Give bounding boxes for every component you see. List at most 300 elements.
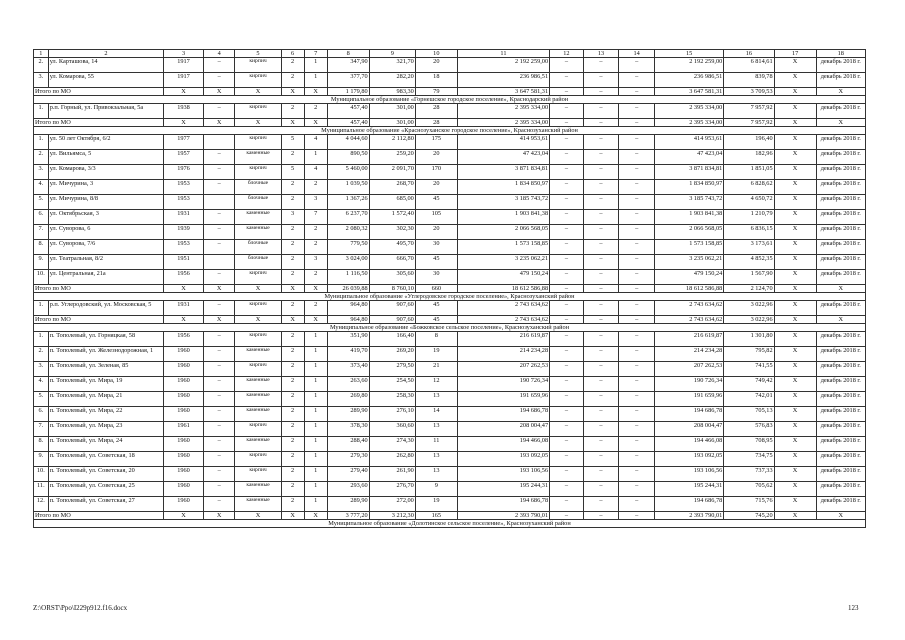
- table-cell: 1: [304, 452, 327, 467]
- municipality-heading: Муниципальное образование «Долотинское сельское поселение», Краснозуханский район: [34, 520, 866, 528]
- table-cell: X: [774, 332, 816, 347]
- table-cell: –: [619, 195, 655, 210]
- table-cell: 2: [281, 497, 304, 512]
- total-cell: X: [235, 119, 281, 127]
- table-cell: 321,70: [369, 58, 415, 73]
- table-cell: 3 185 743,72: [457, 195, 549, 210]
- table-cell: 45: [415, 255, 457, 270]
- table-cell: X: [774, 135, 816, 150]
- table-cell: –: [550, 255, 584, 270]
- table-cell: –: [203, 73, 234, 88]
- total-cell: X: [774, 119, 816, 127]
- table-cell: –: [619, 135, 655, 150]
- table-cell: 20: [415, 58, 457, 73]
- table-cell: 1: [304, 482, 327, 497]
- table-cell: 1 851,05: [724, 165, 774, 180]
- table-cell: 2: [281, 422, 304, 437]
- table-cell: декабрь 2018 г.: [816, 165, 865, 180]
- table-cell: каменные: [235, 407, 281, 422]
- table-cell: 301,00: [369, 104, 415, 119]
- total-cell: –: [619, 88, 655, 96]
- table-cell: 3: [304, 255, 327, 270]
- table-cell: 2: [304, 180, 327, 195]
- table-cell: ул. Вильямса, 5: [48, 150, 163, 165]
- table-cell: X: [774, 240, 816, 255]
- table-cell: X: [774, 362, 816, 377]
- table-cell: –: [550, 301, 584, 316]
- table-cell: 305,60: [369, 270, 415, 285]
- table-row: [34, 362, 866, 377]
- table-cell: 2.: [34, 58, 49, 73]
- table-cell: декабрь 2018 г.: [816, 104, 865, 119]
- table-row: [34, 150, 866, 165]
- table-cell: –: [619, 104, 655, 119]
- table-cell: декабрь 2018 г.: [816, 225, 865, 240]
- table-cell: –: [203, 210, 234, 225]
- total-cell: –: [619, 119, 655, 127]
- table-cell: 194 686,78: [655, 407, 724, 422]
- table-cell: –: [203, 180, 234, 195]
- table-cell: блочные: [235, 255, 281, 270]
- table-cell: 1 301,80: [724, 332, 774, 347]
- table-cell: декабрь 2018 г.: [816, 392, 865, 407]
- table-row: [34, 165, 866, 180]
- table-cell: 2: [281, 347, 304, 362]
- table-cell: 2 743 634,62: [457, 301, 549, 316]
- table-cell: 2: [281, 150, 304, 165]
- table-cell: 2: [281, 301, 304, 316]
- table-cell: 2: [281, 180, 304, 195]
- table-cell: –: [550, 407, 584, 422]
- table-row: [34, 482, 866, 497]
- table-cell: 1 572,40: [369, 210, 415, 225]
- total-cell: X: [281, 316, 304, 324]
- table-row: [34, 135, 866, 150]
- total-cell: 3 709,53: [724, 88, 774, 96]
- table-cell: декабрь 2018 г.: [816, 437, 865, 452]
- table-cell: 1.: [34, 104, 49, 119]
- table-cell: –: [203, 301, 234, 316]
- table-cell: ул. Октябрьская, 3: [48, 210, 163, 225]
- table-cell: 964,80: [327, 301, 369, 316]
- total-label: Итого по МО: [34, 285, 164, 293]
- table-cell: –: [550, 347, 584, 362]
- table-cell: 1: [304, 407, 327, 422]
- table-cell: X: [774, 377, 816, 392]
- table-cell: 45: [415, 195, 457, 210]
- total-cell: X: [816, 512, 865, 520]
- table-cell: 208 004,47: [457, 422, 549, 437]
- table-cell: 2: [281, 437, 304, 452]
- table-cell: каменные: [235, 347, 281, 362]
- table-cell: 1917: [164, 73, 204, 88]
- table-cell: X: [774, 165, 816, 180]
- table-cell: 279,30: [327, 452, 369, 467]
- table-cell: –: [583, 255, 619, 270]
- table-cell: 4 852,35: [724, 255, 774, 270]
- table-cell: 214 234,28: [655, 347, 724, 362]
- table-cell: декабрь 2018 г.: [816, 452, 865, 467]
- table-cell: п. Тополевый, ул. Зеленая, 85: [48, 362, 163, 377]
- table-cell: –: [203, 482, 234, 497]
- table-row: [34, 497, 866, 512]
- table-cell: 1 567,90: [724, 270, 774, 285]
- total-cell: X: [203, 88, 234, 96]
- total-cell: 2 393 790,01: [457, 512, 549, 520]
- table-cell: 191 659,96: [655, 392, 724, 407]
- table-cell: –: [203, 377, 234, 392]
- table-cell: 6.: [34, 210, 49, 225]
- table-cell: X: [774, 301, 816, 316]
- table-cell: кирпич: [235, 270, 281, 285]
- table-cell: 1.: [34, 135, 49, 150]
- table-cell: 19: [415, 497, 457, 512]
- column-number-cell: 18: [816, 50, 865, 58]
- table-cell: 1960: [164, 407, 204, 422]
- table-cell: 6 237,70: [327, 210, 369, 225]
- column-number-cell: 2: [48, 50, 163, 58]
- column-number-cell: 5: [235, 50, 281, 58]
- table-cell: 5: [281, 135, 304, 150]
- table-cell: 11: [415, 437, 457, 452]
- table-cell: –: [583, 180, 619, 195]
- table-cell: ул. Суворова, 7/6: [48, 240, 163, 255]
- total-cell: 3 022,96: [724, 316, 774, 324]
- column-number-cell: 4: [203, 50, 234, 58]
- table-cell: 1: [304, 362, 327, 377]
- table-cell: декабрь 2018 г.: [816, 422, 865, 437]
- table-cell: 2 395 334,00: [655, 104, 724, 119]
- table-cell: 193 092,05: [457, 452, 549, 467]
- table-row: [34, 225, 866, 240]
- total-cell: 26 039,88: [327, 285, 369, 293]
- table-cell: 4: [304, 135, 327, 150]
- table-cell: 193 106,56: [655, 467, 724, 482]
- total-cell: X: [235, 512, 281, 520]
- table-cell: 274,30: [369, 437, 415, 452]
- table-cell: 3: [304, 195, 327, 210]
- table-cell: 4.: [34, 377, 49, 392]
- table-cell: –: [550, 104, 584, 119]
- total-cell: 3 777,20: [327, 512, 369, 520]
- table-cell: п. Тополевый, ул. Мира, 23: [48, 422, 163, 437]
- total-cell: X: [164, 316, 204, 324]
- table-cell: 196,40: [724, 135, 774, 150]
- table-cell: –: [203, 150, 234, 165]
- table-cell: 715,76: [724, 497, 774, 512]
- table-cell: 414 953,61: [457, 135, 549, 150]
- table-cell: кирпич: [235, 332, 281, 347]
- table-cell: декабрь 2018 г.: [816, 255, 865, 270]
- total-cell: –: [550, 285, 584, 293]
- municipality-heading: Муниципальное образование «Краснозуханское городское поселение», Краснозуханский район: [34, 127, 866, 135]
- table-cell: п. Тополевый, ул. Мира, 24: [48, 437, 163, 452]
- registry-table: [33, 49, 866, 528]
- table-cell: 166,40: [369, 332, 415, 347]
- table-cell: 1960: [164, 497, 204, 512]
- table-cell: 373,40: [327, 362, 369, 377]
- municipality-heading: Муниципальное образование «Углеродовское городское поселение», Краснозуханский район: [34, 293, 866, 301]
- table-cell: каменные: [235, 497, 281, 512]
- table-cell: декабрь 2018 г.: [816, 240, 865, 255]
- table-cell: 1 367,26: [327, 195, 369, 210]
- table-cell: 2 066 568,05: [457, 225, 549, 240]
- table-cell: –: [203, 392, 234, 407]
- table-cell: –: [583, 165, 619, 180]
- municipality-heading-row: [34, 324, 866, 332]
- table-cell: 2: [281, 452, 304, 467]
- table-cell: X: [774, 392, 816, 407]
- table-cell: 1: [304, 392, 327, 407]
- table-cell: –: [583, 332, 619, 347]
- table-cell: п. Тополевый, ул. Горняцкая, 58: [48, 332, 163, 347]
- table-cell: 1: [304, 377, 327, 392]
- table-cell: 7: [304, 210, 327, 225]
- table-row: [34, 332, 866, 347]
- table-cell: 741,55: [724, 362, 774, 377]
- table-cell: X: [774, 497, 816, 512]
- table-cell: –: [203, 104, 234, 119]
- total-cell: –: [583, 512, 619, 520]
- table-cell: 3.: [34, 362, 49, 377]
- table-cell: –: [550, 377, 584, 392]
- total-cell: –: [583, 316, 619, 324]
- municipality-heading: Муниципальное образование «Горнешское городское поселение», Краснодарский район: [34, 96, 866, 104]
- table-row: [34, 210, 866, 225]
- table-cell: –: [619, 407, 655, 422]
- table-cell: –: [619, 347, 655, 362]
- table-cell: 279,40: [327, 467, 369, 482]
- table-cell: 190 726,34: [457, 377, 549, 392]
- total-cell: 983,30: [369, 88, 415, 96]
- table-cell: 2: [304, 104, 327, 119]
- table-cell: –: [550, 240, 584, 255]
- table-cell: кирпич: [235, 165, 281, 180]
- table-cell: 2 080,32: [327, 225, 369, 240]
- table-row: [34, 377, 866, 392]
- table-cell: ул. 50 лет Октября, 6/2: [48, 135, 163, 150]
- table-cell: –: [550, 392, 584, 407]
- table-cell: 207 262,53: [457, 362, 549, 377]
- table-cell: –: [583, 58, 619, 73]
- table-cell: 419,70: [327, 347, 369, 362]
- table-cell: декабрь 2018 г.: [816, 332, 865, 347]
- table-cell: –: [619, 392, 655, 407]
- table-cell: 2: [281, 73, 304, 88]
- total-cell: 165: [415, 512, 457, 520]
- total-cell: X: [816, 285, 865, 293]
- table-cell: –: [583, 150, 619, 165]
- table-cell: п. Тополевый, ул. Мира, 22: [48, 407, 163, 422]
- table-cell: 193 092,05: [655, 452, 724, 467]
- table-cell: X: [774, 422, 816, 437]
- table-cell: –: [619, 422, 655, 437]
- total-cell: X: [774, 285, 816, 293]
- table-row: [34, 392, 866, 407]
- table-cell: блочные: [235, 195, 281, 210]
- table-cell: –: [203, 240, 234, 255]
- table-cell: 1960: [164, 482, 204, 497]
- total-cell: X: [235, 316, 281, 324]
- table-cell: 6 836,15: [724, 225, 774, 240]
- table-cell: 11.: [34, 482, 49, 497]
- total-cell: 2 395 334,00: [655, 119, 724, 127]
- table-cell: –: [203, 165, 234, 180]
- table-cell: 3 871 834,81: [457, 165, 549, 180]
- table-cell: 3: [281, 210, 304, 225]
- column-number-cell: 8: [327, 50, 369, 58]
- table-cell: 6.: [34, 407, 49, 422]
- total-cell: X: [304, 285, 327, 293]
- table-cell: 13: [415, 422, 457, 437]
- table-row: [34, 437, 866, 452]
- table-cell: –: [619, 301, 655, 316]
- total-cell: X: [235, 88, 281, 96]
- total-cell: 7 957,92: [724, 119, 774, 127]
- total-cell: X: [203, 119, 234, 127]
- table-cell: 261,90: [369, 467, 415, 482]
- table-cell: –: [550, 165, 584, 180]
- table-cell: 208 004,47: [655, 422, 724, 437]
- table-cell: –: [583, 301, 619, 316]
- table-cell: декабрь 2018 г.: [816, 467, 865, 482]
- table-cell: 236 986,51: [655, 73, 724, 88]
- table-cell: –: [583, 225, 619, 240]
- table-cell: 191 659,96: [457, 392, 549, 407]
- table-cell: –: [550, 467, 584, 482]
- total-label: Итого по МО: [34, 88, 164, 96]
- table-cell: блочные: [235, 240, 281, 255]
- total-cell: X: [203, 316, 234, 324]
- table-cell: 9: [415, 482, 457, 497]
- table-cell: –: [619, 482, 655, 497]
- registry-table-sheet: [33, 49, 866, 528]
- total-cell: X: [164, 119, 204, 127]
- total-row: [34, 285, 866, 293]
- total-cell: –: [550, 88, 584, 96]
- table-row: [34, 422, 866, 437]
- table-cell: 2.: [34, 150, 49, 165]
- table-cell: –: [619, 270, 655, 285]
- total-cell: 660: [415, 285, 457, 293]
- table-cell: кирпич: [235, 467, 281, 482]
- table-cell: 2 192 259,00: [655, 58, 724, 73]
- table-cell: декабрь 2018 г.: [816, 407, 865, 422]
- table-cell: 182,96: [724, 150, 774, 165]
- table-cell: 30: [415, 270, 457, 285]
- table-cell: 1931: [164, 210, 204, 225]
- table-cell: 293,60: [327, 482, 369, 497]
- table-cell: 269,80: [327, 392, 369, 407]
- table-row: [34, 347, 866, 362]
- table-cell: ул. Комарова, 55: [48, 73, 163, 88]
- table-cell: 195 244,31: [457, 482, 549, 497]
- table-cell: 5 460,00: [327, 165, 369, 180]
- table-cell: 1: [304, 437, 327, 452]
- table-cell: 351,90: [327, 332, 369, 347]
- table-cell: блочные: [235, 180, 281, 195]
- table-cell: 1976: [164, 165, 204, 180]
- table-cell: –: [550, 332, 584, 347]
- total-cell: –: [583, 88, 619, 96]
- table-cell: –: [583, 422, 619, 437]
- table-cell: 1: [304, 58, 327, 73]
- table-cell: 1960: [164, 392, 204, 407]
- table-cell: ул. Театральная, 8/2: [48, 255, 163, 270]
- total-cell: 3 647 581,31: [655, 88, 724, 96]
- table-cell: 3 235 062,21: [457, 255, 549, 270]
- table-cell: –: [619, 497, 655, 512]
- total-cell: 18 612 586,88: [457, 285, 549, 293]
- total-cell: X: [774, 316, 816, 324]
- table-cell: –: [619, 437, 655, 452]
- table-cell: п. Тополевый, ул. Железнодорожная, 1: [48, 347, 163, 362]
- table-cell: –: [203, 497, 234, 512]
- column-number-cell: 15: [655, 50, 724, 58]
- table-cell: 4 044,60: [327, 135, 369, 150]
- table-cell: кирпич: [235, 362, 281, 377]
- table-cell: –: [619, 255, 655, 270]
- table-cell: ул. Мичурина, 3: [48, 180, 163, 195]
- total-cell: –: [583, 285, 619, 293]
- table-cell: 2 192 259,00: [457, 58, 549, 73]
- total-cell: X: [304, 316, 327, 324]
- table-cell: 1956: [164, 270, 204, 285]
- total-cell: X: [164, 285, 204, 293]
- table-cell: –: [550, 73, 584, 88]
- table-cell: 2: [304, 225, 327, 240]
- table-cell: 289,90: [327, 407, 369, 422]
- table-cell: 7.: [34, 225, 49, 240]
- table-cell: 2: [281, 362, 304, 377]
- table-cell: 1: [304, 497, 327, 512]
- table-cell: X: [774, 73, 816, 88]
- table-cell: X: [774, 347, 816, 362]
- table-cell: декабрь 2018 г.: [816, 210, 865, 225]
- table-cell: X: [774, 255, 816, 270]
- table-cell: –: [550, 150, 584, 165]
- table-cell: 2: [281, 240, 304, 255]
- total-label: Итого по МО: [34, 512, 164, 520]
- table-cell: –: [203, 58, 234, 73]
- column-number-cell: 17: [774, 50, 816, 58]
- total-cell: 2 124,70: [724, 285, 774, 293]
- table-cell: –: [583, 73, 619, 88]
- table-cell: 1.: [34, 332, 49, 347]
- table-cell: 2: [281, 377, 304, 392]
- table-cell: –: [550, 497, 584, 512]
- table-cell: 479 150,24: [457, 270, 549, 285]
- total-cell: 1 179,80: [327, 88, 369, 96]
- table-cell: 302,30: [369, 225, 415, 240]
- table-cell: –: [583, 437, 619, 452]
- total-row: [34, 119, 866, 127]
- table-cell: кирпич: [235, 58, 281, 73]
- table-cell: кирпич: [235, 73, 281, 88]
- total-cell: 457,40: [327, 119, 369, 127]
- table-cell: 2 091,70: [369, 165, 415, 180]
- column-number-cell: 7: [304, 50, 327, 58]
- column-number-cell: 3: [164, 50, 204, 58]
- column-number-row: [34, 50, 866, 58]
- table-cell: 377,70: [327, 73, 369, 88]
- table-cell: 1 834 850,97: [655, 180, 724, 195]
- table-cell: –: [203, 452, 234, 467]
- table-cell: –: [203, 347, 234, 362]
- table-cell: –: [583, 240, 619, 255]
- table-cell: 272,00: [369, 497, 415, 512]
- total-cell: 3 647 581,31: [457, 88, 549, 96]
